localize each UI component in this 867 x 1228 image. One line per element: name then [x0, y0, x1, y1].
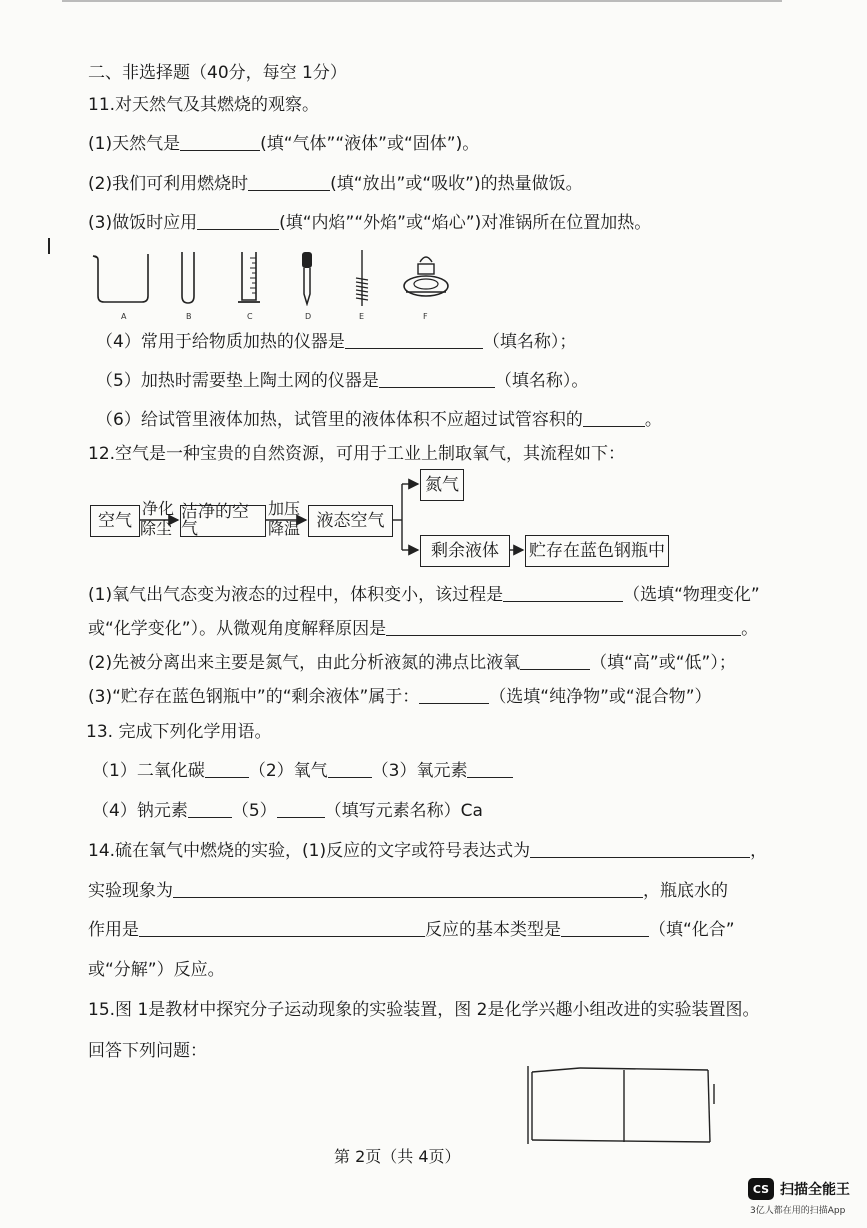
- watermark-name: 扫描全能王: [780, 1182, 850, 1198]
- beaker-icon: [90, 250, 152, 306]
- answer-blank[interactable]: [379, 371, 495, 388]
- q12-part1-cont: 或“化学变化”）。从微观角度解释原因是 。: [88, 619, 759, 639]
- q14-line4: 或“分解”）反应。: [88, 960, 225, 980]
- top-rule: [62, 0, 782, 2]
- apparatus-figure: [524, 1064, 718, 1148]
- answer-blank[interactable]: [530, 841, 750, 858]
- answer-blank[interactable]: [188, 801, 232, 818]
- q14-line2: 实验现象为 ，瓶底水的: [88, 881, 728, 901]
- q11-part6: （6）给试管里液体加热，试管里的液体体积不应超过试管容积的 。: [96, 410, 662, 430]
- flow-box-storage: 贮存在蓝色钢瓶中: [525, 535, 669, 567]
- instrument-label-e: E: [359, 312, 365, 321]
- answer-blank[interactable]: [277, 801, 325, 818]
- q15-line2: 回答下列问题：: [88, 1041, 207, 1061]
- answer-blank[interactable]: [419, 687, 489, 704]
- q11-part3: (3)做饭时应用 (填“内焰”“外焰”或“焰心”)对准锅所在位置加热。: [88, 213, 652, 233]
- answer-blank[interactable]: [180, 134, 260, 151]
- q12-title: 12.空气是一种宝贵的自然资源，可用于工业上制取氧气，其流程如下：: [88, 444, 626, 464]
- q12-part3: (3)“贮存在蓝色钢瓶中”的“剩余液体”属于： （选填“纯净物”或“混合物”）: [88, 687, 712, 707]
- flow-label-purify: 净化: [142, 499, 175, 518]
- answer-blank[interactable]: [328, 761, 372, 778]
- answer-blank[interactable]: [503, 585, 623, 602]
- watermark-subtitle: 3亿人都在用的扫描App: [750, 1206, 846, 1216]
- answer-blank[interactable]: [197, 213, 279, 230]
- flow-label-pressurize: 加压: [268, 499, 301, 518]
- answer-blank[interactable]: [520, 653, 590, 670]
- flow-box-air: 空气: [90, 505, 140, 537]
- answer-blank[interactable]: [345, 332, 483, 349]
- flow-box-liquid-air: 液态空气: [308, 505, 393, 537]
- q13-title: 13. 完成下列化学用语。: [86, 722, 272, 742]
- test-tube-icon: [178, 250, 198, 306]
- answer-blank[interactable]: [205, 761, 249, 778]
- answer-blank[interactable]: [583, 410, 645, 427]
- answer-blank[interactable]: [139, 920, 425, 937]
- flow-box-clean-air: 洁净的空气: [180, 505, 266, 537]
- q14-line3: 作用是 反应的基本类型是 （填“化合”: [88, 920, 735, 940]
- section-title: 二、非选择题（40分，每空 1分）: [88, 63, 347, 83]
- flow-label-dedust: 除尘: [140, 519, 173, 538]
- q11-part5: （5）加热时需要垫上陶土网的仪器是 （填名称）。: [96, 371, 589, 391]
- q13-row1: （1）二氧化碳 （2）氧气 （3）氧元素: [92, 760, 513, 782]
- q11-title: 11.对天然气及其燃烧的观察。: [88, 95, 320, 115]
- flow-label-cool: 降温: [268, 519, 301, 538]
- q15-line1: 15.图 1是教材中探究分子运动现象的实验装置，图 2是化学兴趣小组改进的实验装置图。: [88, 1000, 760, 1020]
- answer-blank[interactable]: [173, 881, 643, 898]
- page-footer: 第 2页（共 4页）: [334, 1147, 461, 1166]
- flow-box-nitrogen: 氮气: [420, 469, 464, 501]
- q11-part4: （4）常用于给物质加热的仪器是 （填名称）；: [96, 332, 577, 352]
- q12-part2: (2)先被分离出来主要是氮气，由此分析液氮的沸点比液氧 （填“高”或“低”）；: [88, 653, 736, 673]
- q11-part2: (2)我们可利用燃烧时 (填“放出”或“吸收”)的热量做饭。: [88, 174, 583, 194]
- instrument-label-f: F: [423, 312, 428, 321]
- alcohol-lamp-icon: [398, 250, 454, 306]
- flow-box-residual: 剩余液体: [420, 535, 510, 567]
- answer-blank[interactable]: [386, 619, 741, 636]
- test-tube-brush-icon: [350, 250, 374, 308]
- q14-line1: 14.硫在氧气中燃烧的实验，(1)反应的文字或符号表达式为 ，: [88, 841, 768, 861]
- q12-part1: (1)氧气出气态变为液态的过程中，体积变小，该过程是 （选填“物理变化”: [88, 585, 760, 605]
- instrument-label-d: D: [305, 312, 312, 321]
- answer-blank[interactable]: [561, 920, 649, 937]
- answer-blank[interactable]: [248, 174, 330, 191]
- answer-blank[interactable]: [467, 761, 513, 778]
- scanner-logo-icon: CS: [748, 1178, 774, 1200]
- instrument-label-a: A: [121, 312, 127, 321]
- instrument-label-b: B: [186, 312, 192, 321]
- margin-mark: [48, 238, 50, 254]
- instrument-label-c: C: [247, 312, 253, 321]
- q11-part1: (1)天然气是 (填“气体”“液体”或“固体”)。: [88, 134, 480, 154]
- graduated-cylinder-icon: [234, 250, 264, 306]
- q13-row2: （4）钠元素 （5） （填写元素名称）Ca: [92, 801, 483, 821]
- dropper-icon: [296, 250, 320, 306]
